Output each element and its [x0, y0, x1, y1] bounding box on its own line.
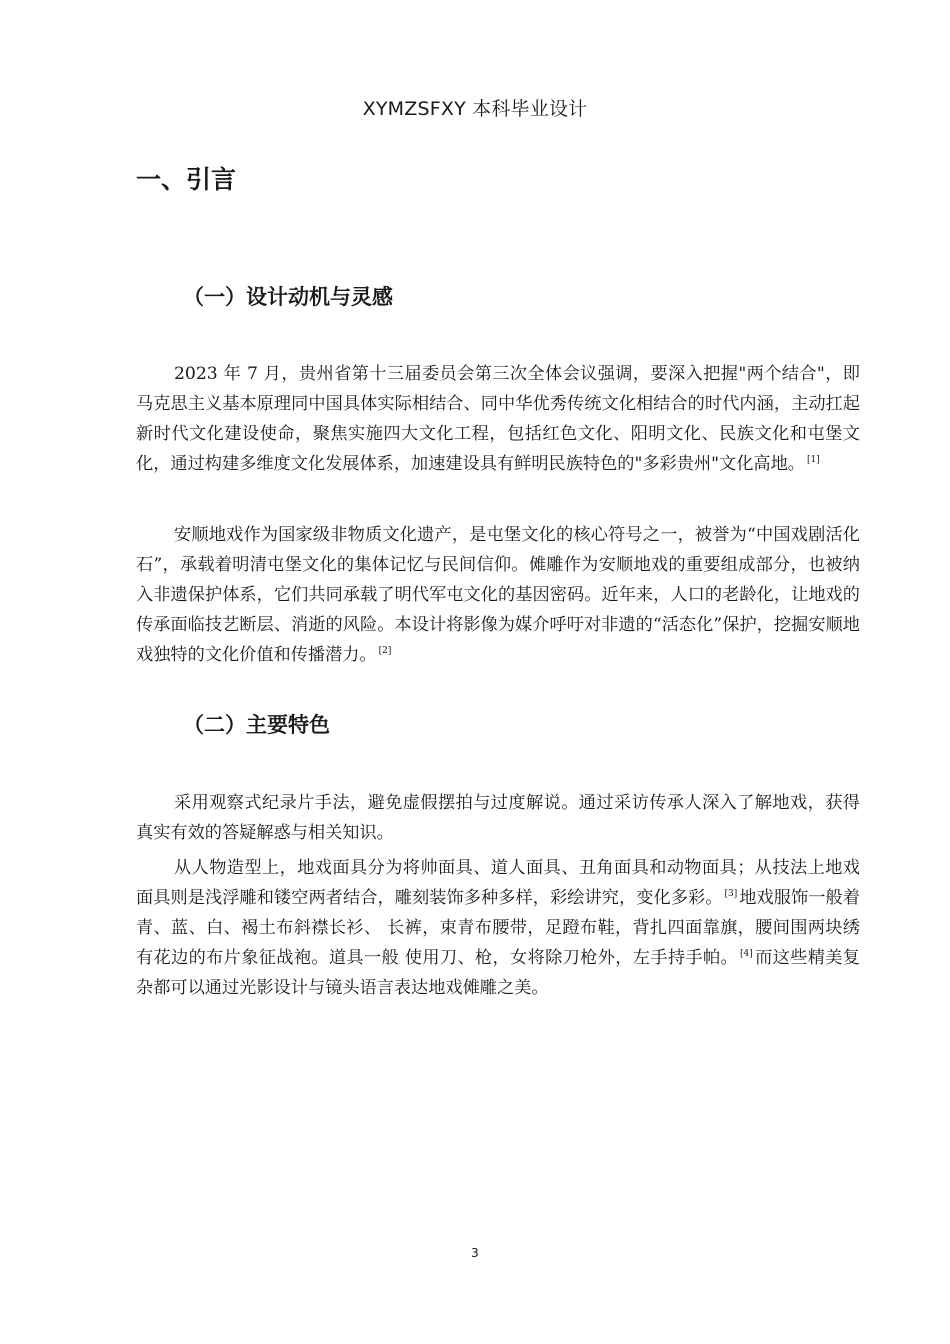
citation-ref: [4]: [740, 949, 753, 959]
paragraph-text: 采用观察式纪录片手法，避免虚假摆拍与过度解说。通过采访传承人深入了解地戏，获得真实有效的答疑解惑与相关知识。: [136, 793, 860, 843]
paragraph-text: 而这些精美复杂都可以通过光影设计与镜头语言表达地戏傩雕之美。: [136, 948, 860, 998]
subsection-heading-features: （二）主要特色: [183, 713, 330, 737]
page-header: XYMZSFXY 本科毕业设计: [362, 98, 588, 120]
paragraph-text: 从人物造型上，地戏面具分为将帅面具、道人面具、丑角面具和动物面具；从技法上地戏面具则是浅浮雕和镂空两者结合，雕刻装饰多种多样，彩绘讲究，变化多彩。: [136, 858, 860, 908]
paragraph: [136, 853, 860, 1003]
subsection-heading-motivation: （一）设计动机与灵感: [183, 285, 393, 309]
paragraph: [136, 788, 860, 848]
paragraph: [136, 520, 860, 670]
citation-ref: [1]: [806, 455, 820, 465]
page-number: 3: [471, 1246, 479, 1260]
paragraph-text: 安顺地戏作为国家级非物质文化遗产，是屯堡文化的核心符号之一，被誉为“中国戏剧活化石”，承载着明清屯堡文化的集体记忆与民间信仰。傩雕作为安顺地戏的重要组成部分，也被纳入非遗保护体系，它们共同承载了明代军屯文化的基因密码。近年来，人口的老龄化，让地戏的传承面临技艺断层、消逝的风险。本设计将影像为媒介呼吁对非遗的“活态化”保护，挖掘安顺地戏独特的文化价值和传播潜力。: [136, 525, 860, 665]
section-heading: 一、引言: [136, 165, 237, 194]
citation-ref: [3]: [724, 889, 738, 899]
paragraph-text: 地戏服饰一般着青、蓝、白、褐土布斜襟长衫、 长裤，束青布腰带，足蹬布鞋，背扎四面靠旗，腰间围两块绣有花边的布片象征战袍。道具一般 使用刀、枪，女将除刀枪外，左手持手帕。: [136, 888, 860, 968]
paragraph-text: 2023 年 7 月，贵州省第十三届委员会第三次全体会议强调，要深入把握"两个结合"，即马克思主义基本原理同中国具体实际相结合、同中华优秀传统文化相结合的时代内涵，主动扛起新时代文化建设使命，聚焦实施四大文化工程，包括红色文化、阳明文化、民族文化和屯堡文化，通过构建多维度文化发展体系，加速建设具有鲜明民族特色的"多彩贵州"文化高地。: [136, 364, 860, 474]
paragraph: [136, 359, 860, 479]
citation-ref: [2]: [378, 646, 392, 656]
